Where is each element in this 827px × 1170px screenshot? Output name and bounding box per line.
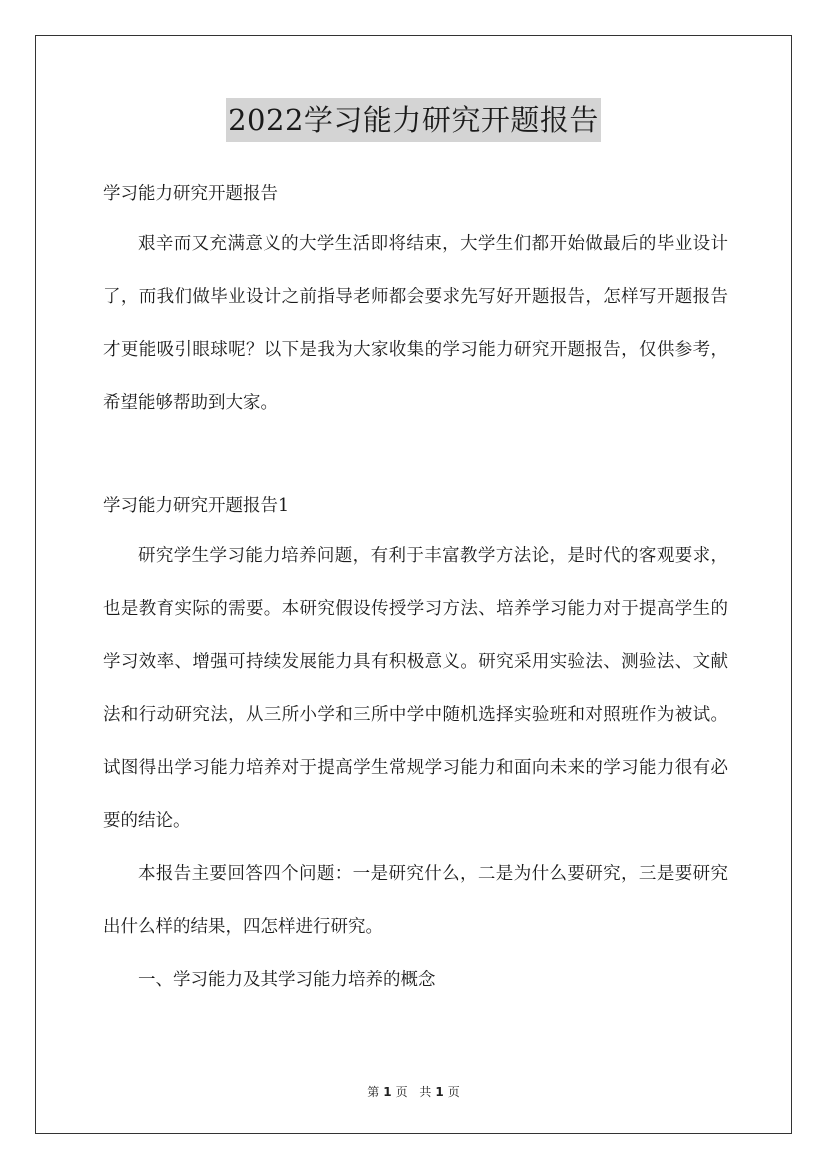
section1-paragraph-3: 一、学习能力及其学习能力培养的概念 xyxy=(138,970,436,990)
section1-paragraph-2: 本报告主要回答四个问题：一是研究什么，二是为什么要研究，三是要研究出什么样的结果，四怎样进行研究。 xyxy=(103,864,728,937)
page-number xyxy=(365,1085,409,1099)
page-total xyxy=(417,1085,461,1099)
section1-paragraph-1: 研究学生学习能力培养问题，有利于丰富教学方法论，是时代的客观要求，也是教育实际的需要。本研究假设传授学习方法、培养学习能力对于提高学生的学习效率、增强可持续发展能力具有积极意义。研究采用实验法、测验法、文献法和行动研究法，从三所小学和三所中学中随机选择实验班和对照班作为被试。试图得出学习能力培养对于提高学生常规学习能力和面向未来的学习能力很有必要的结论。 xyxy=(103,546,728,831)
page-current: 1 xyxy=(383,1085,392,1099)
section-heading-1: 学习能力研究开题报告1 xyxy=(103,496,290,516)
page-suffix: 页 xyxy=(395,1085,408,1099)
page-prefix: 第 xyxy=(367,1085,380,1099)
total-pages: 1 xyxy=(435,1085,444,1099)
document-body xyxy=(103,170,728,1007)
page-footer xyxy=(0,1083,827,1100)
document-title: 2022学习能力研究开题报告 xyxy=(226,98,601,142)
section-spacer xyxy=(103,430,728,482)
total-prefix: 共 xyxy=(419,1085,432,1099)
title-container xyxy=(0,98,827,142)
subtitle: 学习能力研究开题报告 xyxy=(103,184,278,204)
intro-paragraph: 艰辛而又充满意义的大学生活即将结束，大学生们都开始做最后的毕业设计了，而我们做毕业设计之前指导老师都会要求先写好开题报告，怎样写开题报告才更能吸引眼球呢？以下是我为大家收集的学习能力研究开题报告，仅供参考，希望能够帮助到大家。 xyxy=(103,234,728,413)
total-suffix: 页 xyxy=(447,1085,460,1099)
